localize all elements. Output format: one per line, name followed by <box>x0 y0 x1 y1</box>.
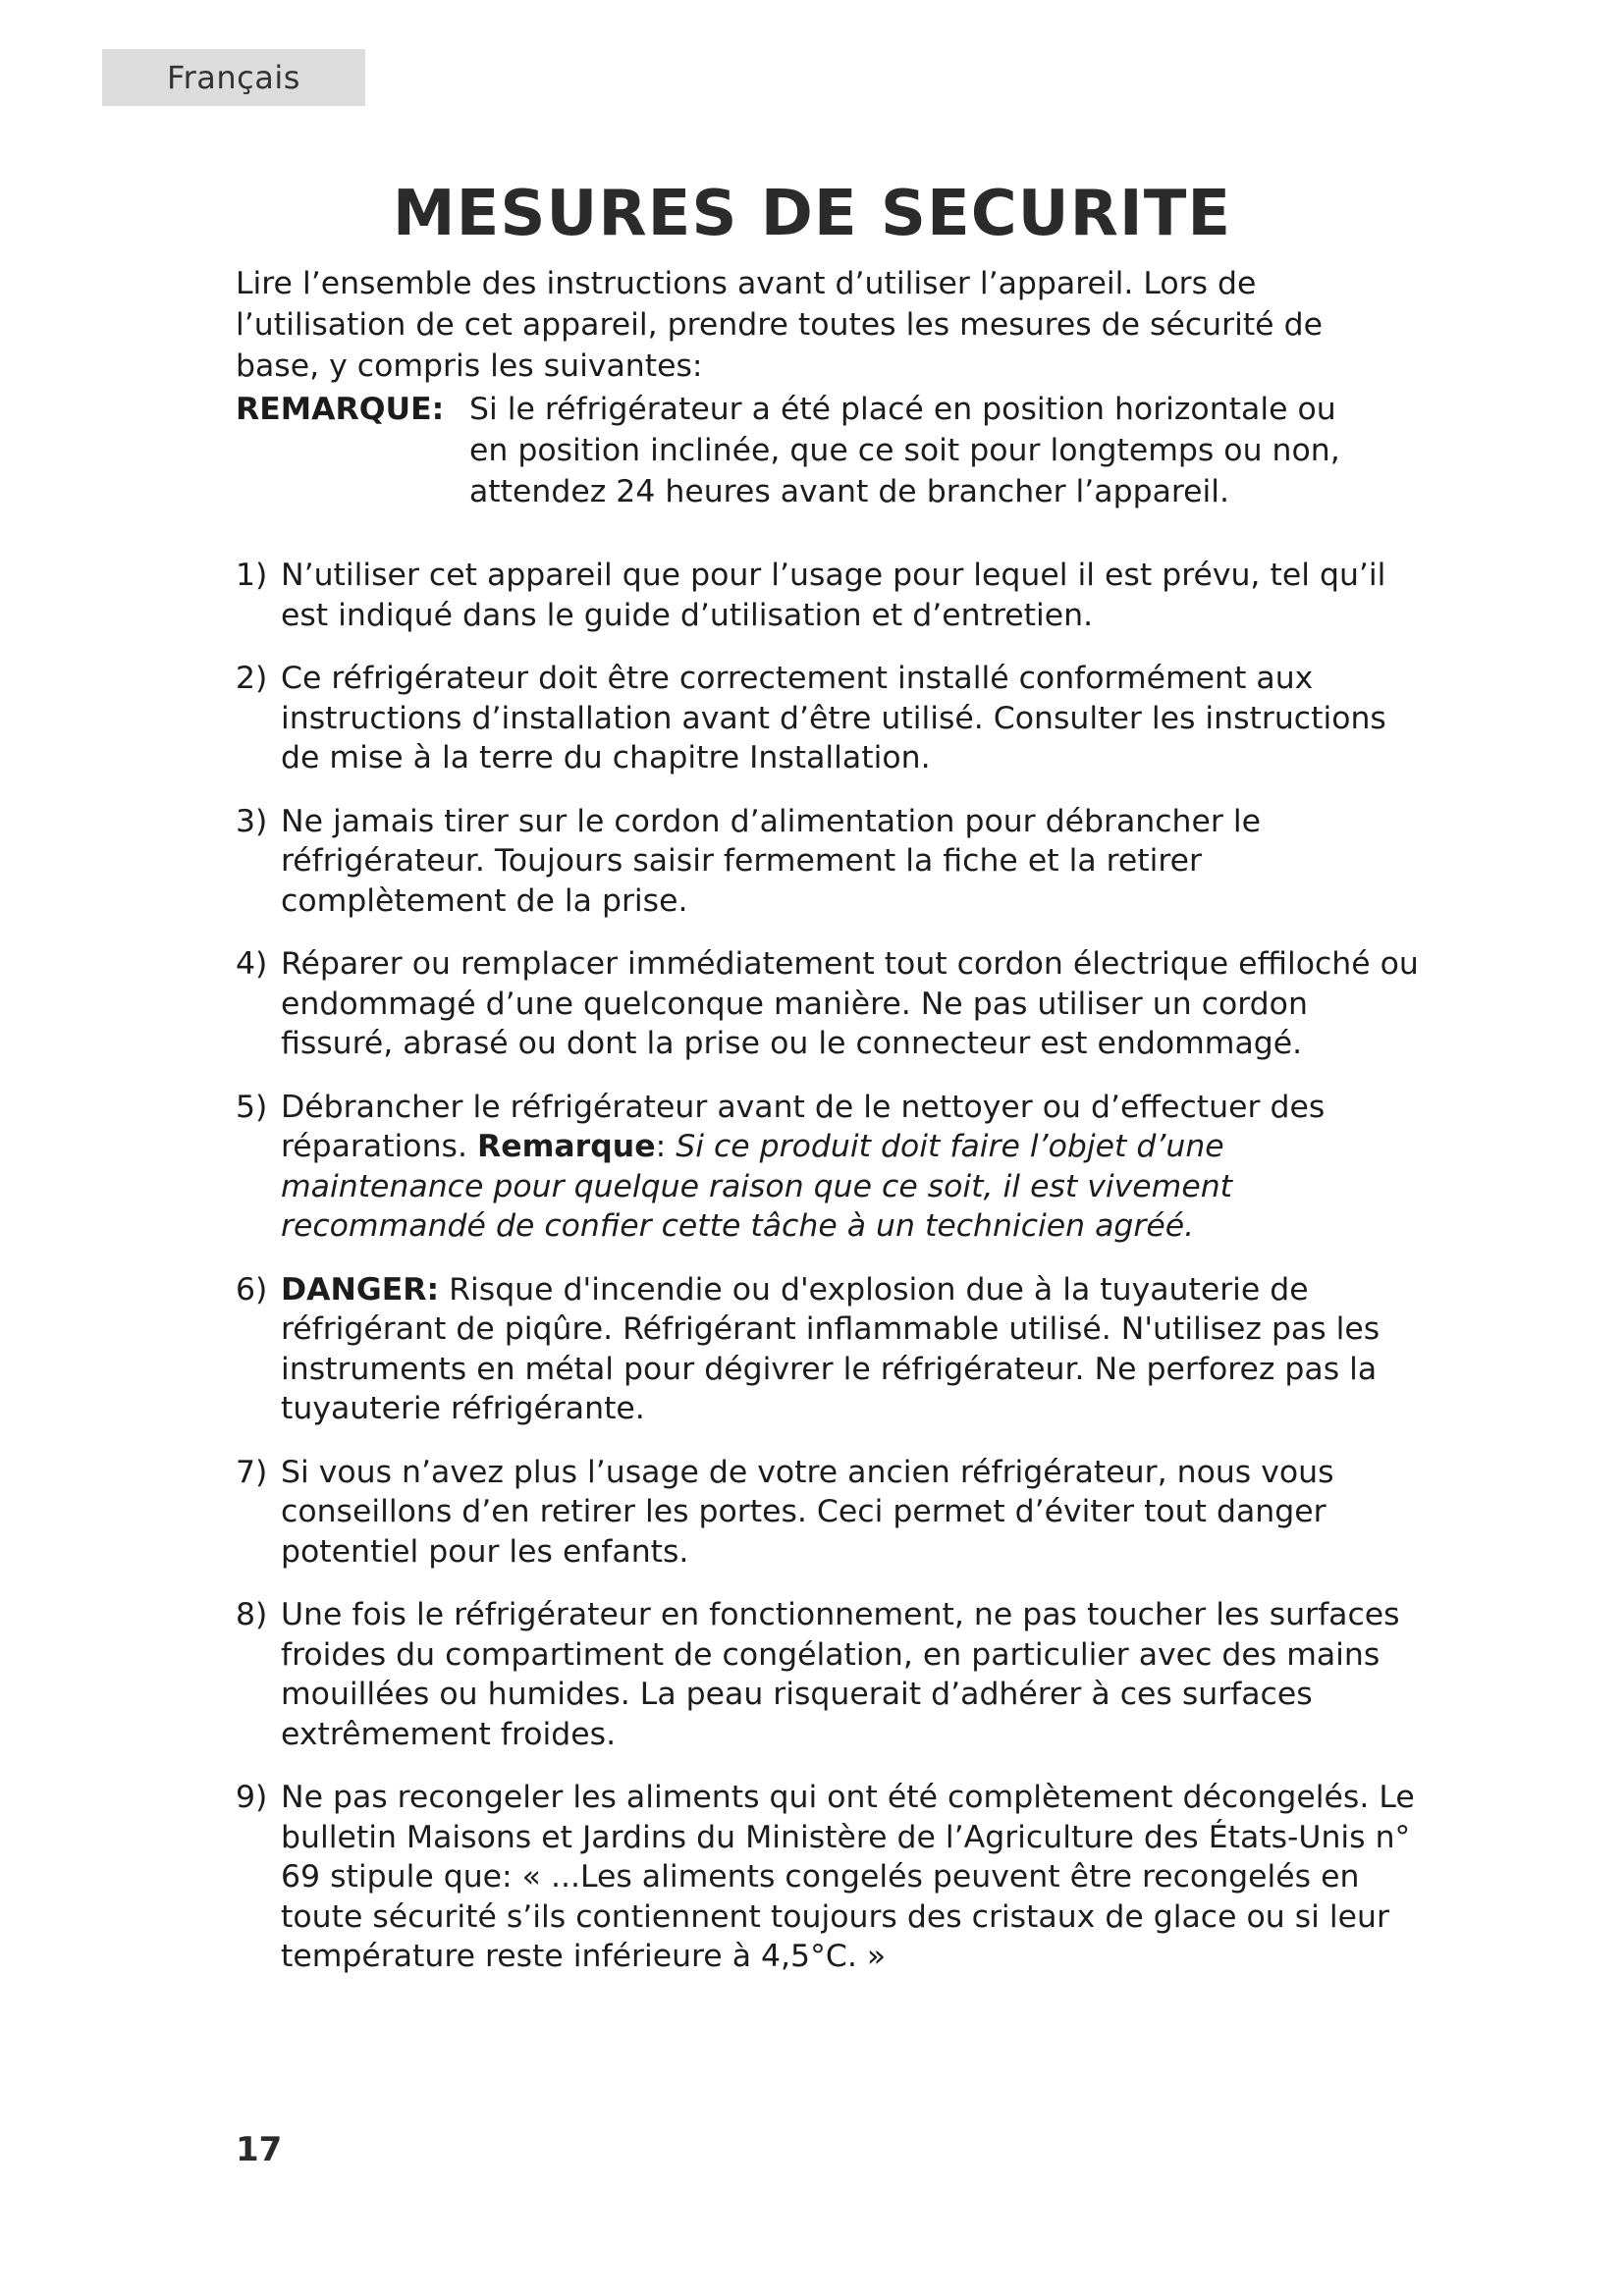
item-number: 1) <box>236 558 268 593</box>
note-block <box>236 389 1414 512</box>
list-item-2 <box>236 659 1424 778</box>
page-title: MESURES DE SECURITE <box>392 178 1232 250</box>
item-text: Si vous n’avez plus l’usage de votre ancien réfrigérateur, nous vous conseillons d’en retirer les portes. Ceci permet d’éviter tout danger potentiel pour les enfants. <box>281 1454 1334 1570</box>
language-tab: Français <box>102 49 365 106</box>
item-text: N’utiliser cet appareil que pour l’usage pour lequel il est prévu, tel qu’il est indiqué dans le guide d’utilisation et d’entretien. <box>281 558 1386 633</box>
list-item-8 <box>236 1595 1424 1754</box>
item-number: 5) <box>236 1089 268 1125</box>
list-item-7 <box>236 1453 1424 1573</box>
list-item-4 <box>236 944 1424 1064</box>
list-item-1 <box>236 556 1424 635</box>
item-text: Ne jamais tirer sur le cordon d’alimentation pour débrancher le réfrigérateur. Toujours saisir fermement la fiche et la retirer complètement de la prise. <box>281 803 1261 919</box>
item-number: 4) <box>236 946 268 982</box>
item-number: 7) <box>236 1454 268 1490</box>
remark-label: Remarque <box>476 1129 656 1164</box>
remark-colon: : <box>655 1129 667 1164</box>
list-item-6 <box>236 1270 1424 1429</box>
list-item-9 <box>236 1778 1424 1977</box>
item-text: Une fois le réfrigérateur en fonctionnement, ne pas toucher les surfaces froides du compartiment de congélation, en particulier avec des mains mouillées ou humides. La peau risquerait d’adhérer à ces surfaces extrêmement froides. <box>281 1597 1400 1752</box>
note-label: REMARQUE: <box>236 392 445 427</box>
page-number: 17 <box>236 2130 283 2169</box>
intro-paragraph: Lire l’ensemble des instructions avant d’utiliser l’appareil. Lors de l’utilisation de cet appareil, prendre toutes les mesures de sécurité de base, y compris les suivantes: <box>236 266 1323 384</box>
item-text: Réparer ou remplacer immédiatement tout cordon électrique effiloché ou endommagé d’une quelconque manière. Ne pas utiliser un cordon fissuré, abrasé ou dont la prise ou le connecteur est endommagé. <box>281 946 1419 1061</box>
item-text: Risque d'incendie ou d'explosion due à la tuyauterie de réfrigérant de piqûre. Réfrigérant inflammable utilisé. N'utilisez pas les instruments en métal pour dégivrer le réfrigérateur. Ne perforez pas la tuyauterie réfrigérante. <box>281 1271 1380 1426</box>
item-number: 2) <box>236 661 268 696</box>
list-item-5 <box>236 1088 1424 1247</box>
list-item-3 <box>236 802 1424 922</box>
item-number: 8) <box>236 1597 268 1632</box>
remark-text: Si ce produit doit faire l’objet d’une maintenance pour quelque raison que ce soit, il est vivement recommandé de confier cette tâche à un technicien agréé. <box>281 1129 1233 1244</box>
item-number: 6) <box>236 1271 268 1308</box>
item-text: Ce réfrigérateur doit être correctement installé conformément aux instructions d’installation avant d’être utilisé. Consulter les instructions de mise à la terre du chapitre Installation. <box>281 661 1386 775</box>
safety-instructions-list <box>236 556 1424 2001</box>
note-text: Si le réfrigérateur a été placé en position horizontale ou en position inclinée, que ce soit pour longtemps ou non, attendez 24 heures avant de brancher l’appareil. <box>469 392 1340 509</box>
danger-label: DANGER: <box>281 1271 440 1308</box>
item-number: 3) <box>236 803 268 839</box>
item-number: 9) <box>236 1780 268 1815</box>
item-text: Ne pas recongeler les aliments qui ont été complètement décongelés. Le bulletin Maisons et Jardins du Ministère de l’Agriculture des États-Unis n° 69 stipule que: « ...Les aliments congelés peuvent être recongelés en toute sécurité s’ils contiennent toujours des cristaux de glace ou si leur température reste inférieure à 4,5°C. » <box>281 1780 1415 1974</box>
item-text: Débrancher le réfrigérateur avant de le nettoyer ou d’effectuer des réparations. <box>281 1089 1326 1164</box>
